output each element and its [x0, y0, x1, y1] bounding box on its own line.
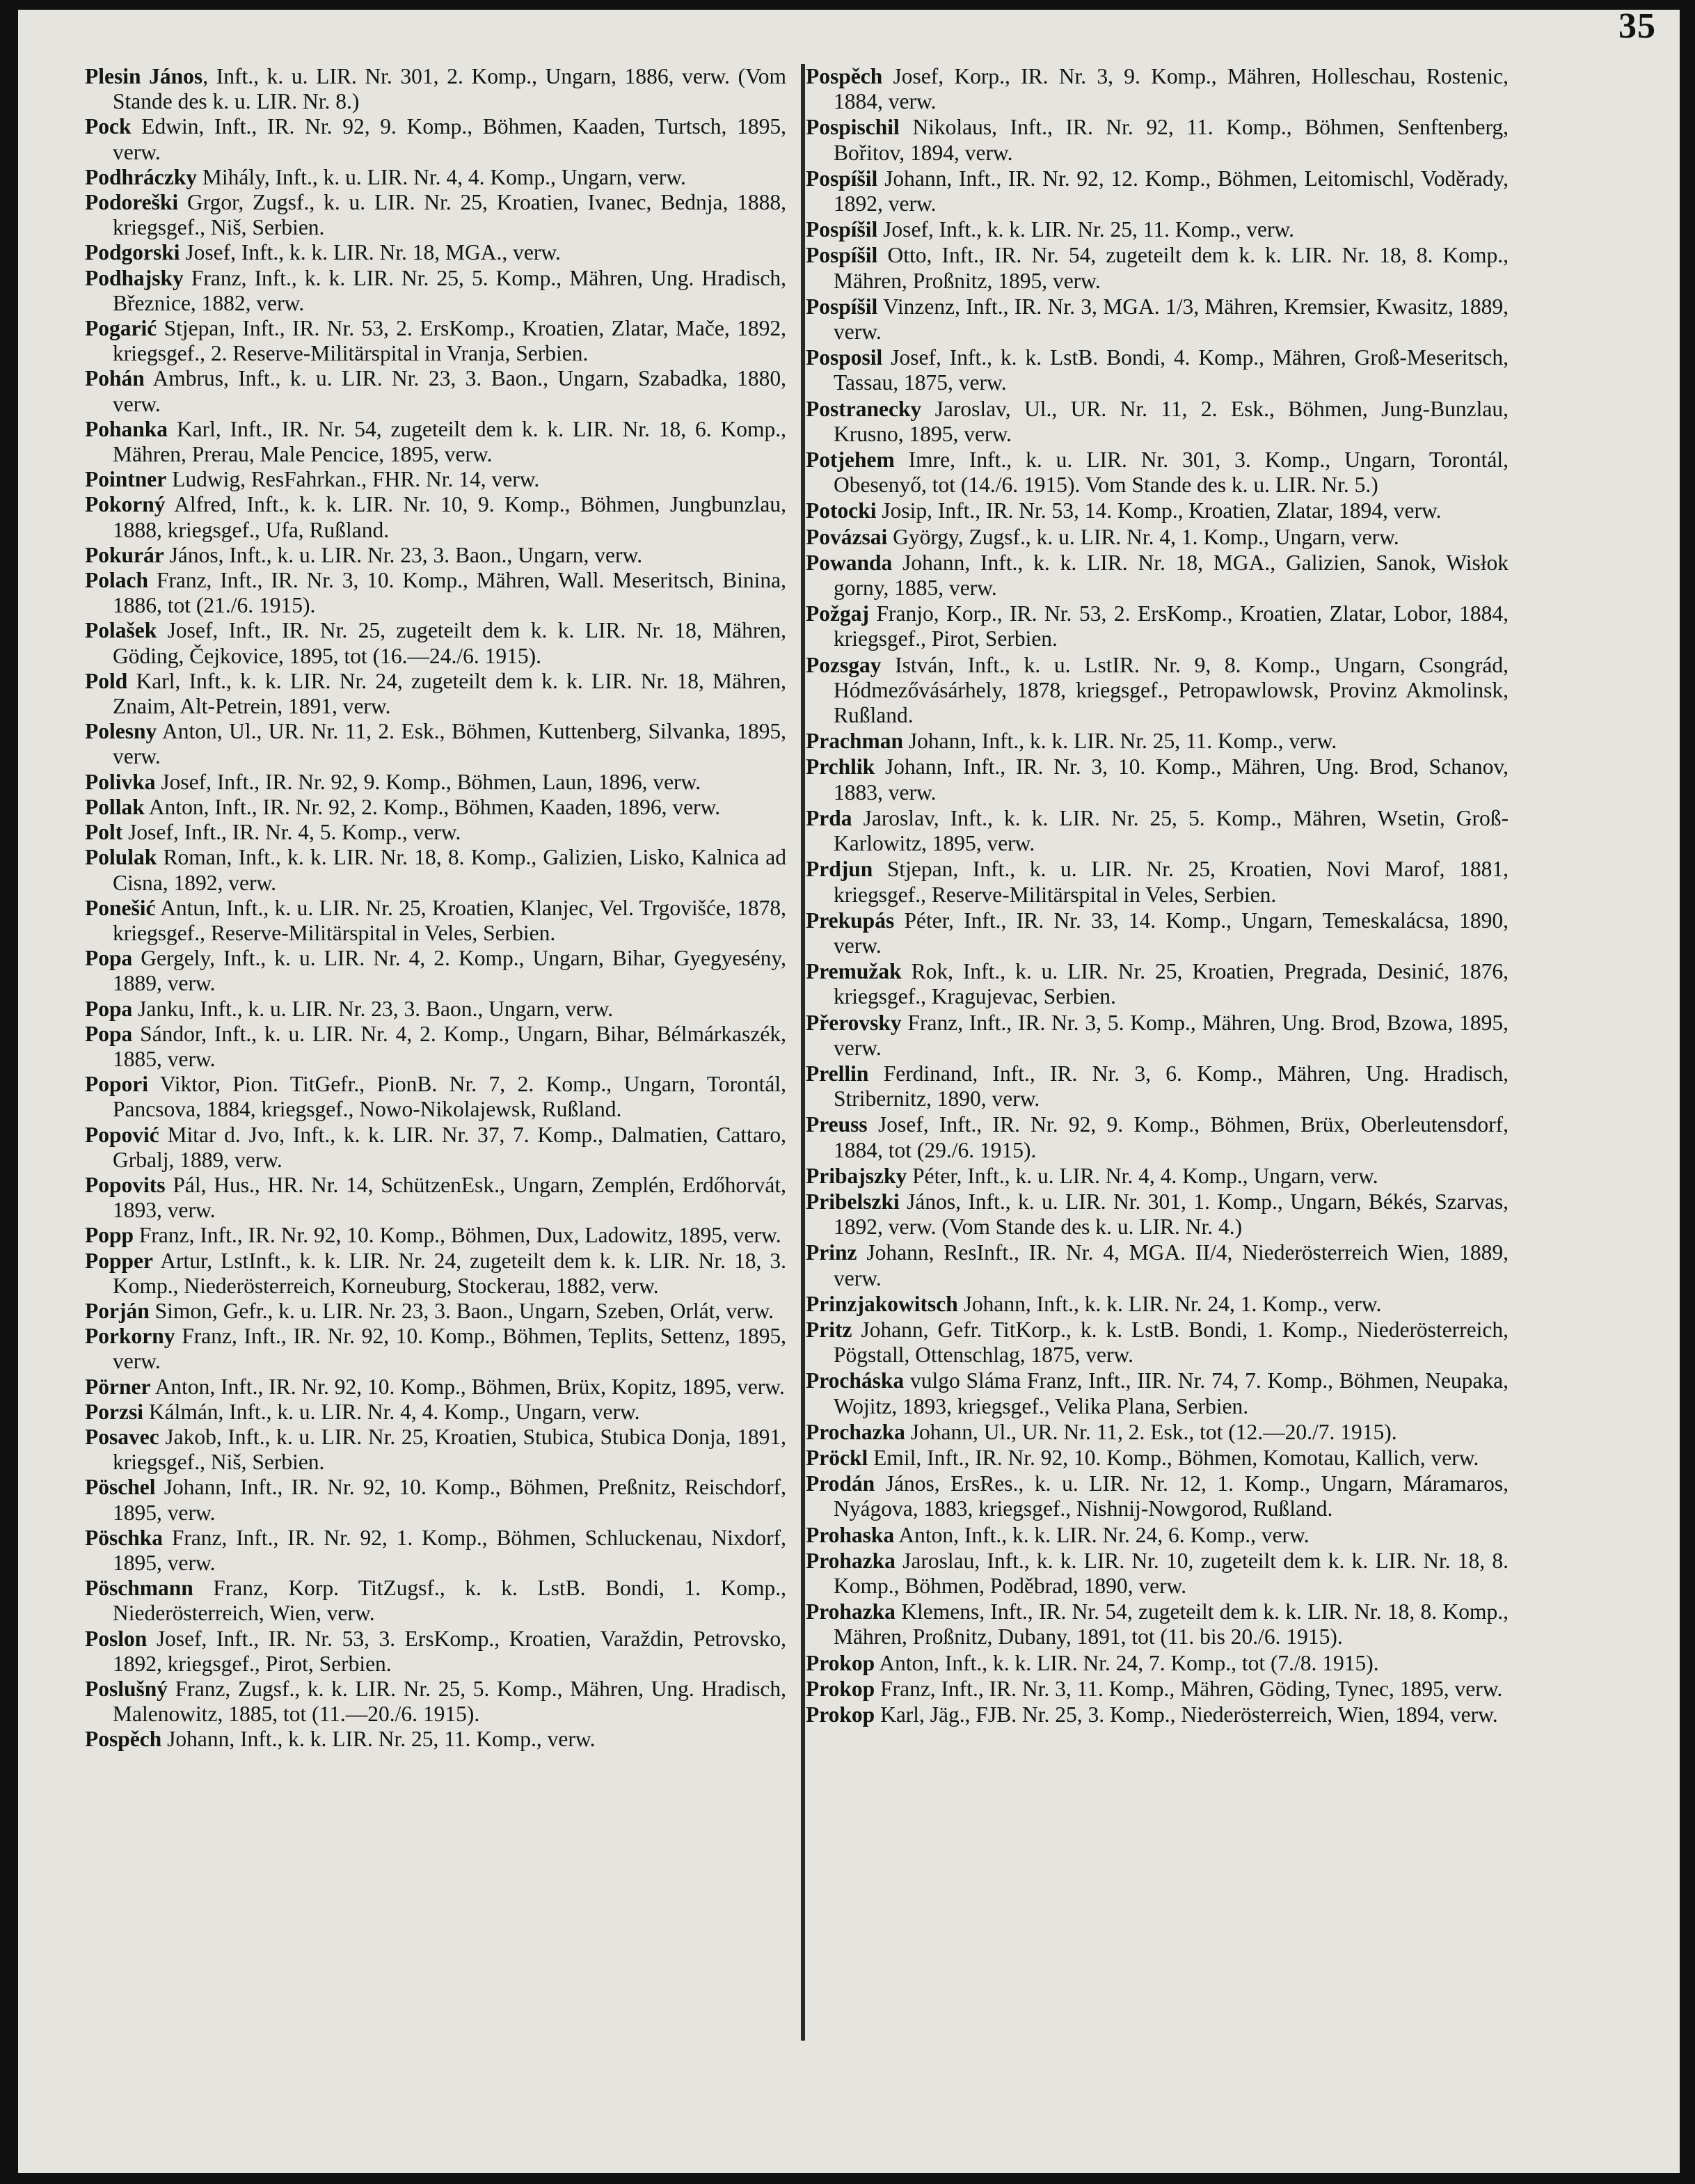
- entry-details: Josip, Inft., IR. Nr. 53, 14. Komp., Kroatien, Zlatar, 1894, verw.: [876, 498, 1442, 523]
- entry-details: Josef, Inft., k. k. LIR. Nr. 25, 11. Komp., verw.: [877, 217, 1295, 242]
- entry-surname: Poslon: [85, 1626, 148, 1651]
- entry-surname: Pribajszky: [806, 1163, 907, 1188]
- casualty-entry: [85, 618, 786, 668]
- casualty-entry: [806, 345, 1509, 395]
- casualty-entry: [85, 1526, 786, 1576]
- entry-surname: Prda: [806, 805, 852, 830]
- entry-details: Johann, Inft., k. k. LIR. Nr. 25, 11. Komp., verw.: [161, 1727, 596, 1752]
- entry-surname: Poslušný: [85, 1677, 168, 1701]
- entry-surname: Pröckl: [806, 1445, 868, 1470]
- casualty-entry: [806, 653, 1509, 729]
- entry-details: Johann, Inft., IR. Nr. 92, 10. Komp., Böhmen, Preßnitz, Reischdorf, 1895, verw.: [113, 1475, 786, 1525]
- casualty-entry: [806, 1446, 1509, 1471]
- casualty-entry: [85, 1123, 786, 1173]
- entry-surname: Procháska: [806, 1368, 905, 1393]
- entry-details: Rok, Inft., k. u. LIR. Nr. 25, Kroatien, Pregrada, Desinić, 1876, kriegsgef., Kragujevac, Serbien.: [834, 959, 1509, 1009]
- casualty-entry: [806, 1420, 1509, 1445]
- casualty-entry: [85, 997, 786, 1022]
- entry-details: Franz, Inft., IR. Nr. 3, 5. Komp., Mähren, Ung. Brod, Bzowa, 1895, verw.: [834, 1010, 1509, 1060]
- casualty-entry: [85, 1400, 786, 1425]
- entry-details: Franz, Inft., IR. Nr. 3, 11. Komp., Mähren, Göding, Tynec, 1895, verw.: [875, 1676, 1503, 1701]
- entry-surname: Prochazka: [806, 1419, 905, 1444]
- casualty-entry: [85, 492, 786, 542]
- entry-details: Alfred, Inft., k. k. LIR. Nr. 10, 9. Komp., Böhmen, Jungbunzlau, 1888, kriegsgef., Ufa, Rußland.: [113, 492, 786, 542]
- entry-details: Anton, Inft., k. k. LIR. Nr. 24, 6. Komp., verw.: [894, 1522, 1310, 1547]
- entry-surname: Porkorny: [85, 1324, 175, 1349]
- entry-details: Karl, Inft., k. k. LIR. Nr. 24, zugeteilt dem k. k. LIR. Nr. 18, Mähren, Znaim, Alt-Petrein, 1891, verw.: [113, 668, 786, 719]
- entry-details: Edwin, Inft., IR. Nr. 92, 9. Komp., Böhmen, Kaaden, Turtsch, 1895, verw.: [113, 114, 786, 164]
- casualty-entry: [85, 1375, 786, 1400]
- casualty-entry: [85, 1475, 786, 1525]
- entry-details: Gergely, Inft., k. u. LIR. Nr. 4, 2. Komp., Ungarn, Bihar, Gyegyesény, 1889, verw.: [113, 946, 786, 996]
- entry-surname: Preuss: [806, 1112, 868, 1137]
- entry-surname: Prokop: [806, 1650, 875, 1675]
- entry-details: Simon, Gefr., k. u. LIR. Nr. 23, 3. Baon., Ungarn, Szeben, Orlát, verw.: [149, 1298, 774, 1323]
- entry-details: Johann, ResInft., IR. Nr. 4, MGA. II/4, Niederösterreich Wien, 1889, verw.: [834, 1240, 1509, 1290]
- entry-surname: Pohanka: [85, 416, 168, 441]
- entry-surname: Prchlik: [806, 754, 875, 780]
- entry-surname: Premužak: [806, 959, 902, 984]
- casualty-entry: [806, 64, 1509, 114]
- casualty-entry: [85, 1072, 786, 1122]
- casualty-entry: [806, 1702, 1509, 1727]
- entry-surname: Popovits: [85, 1172, 166, 1197]
- entry-details: Karl, Jäg., FJB. Nr. 25, 3. Komp., Niederösterreich, Wien, 1894, verw.: [875, 1702, 1498, 1727]
- entry-surname: Pospíšil: [806, 166, 878, 191]
- entry-details: Péter, Inft., IR. Nr. 33, 14. Komp., Ungarn, Temeskalácsa, 1890, verw.: [834, 908, 1509, 958]
- casualty-entry: [806, 601, 1509, 651]
- casualty-entry: [85, 316, 786, 366]
- casualty-entry: [85, 1249, 786, 1299]
- casualty-entry: [806, 1368, 1509, 1418]
- casualty-entry: [806, 754, 1509, 805]
- casualty-entry: [85, 1223, 786, 1248]
- page-number: 35: [1618, 6, 1656, 46]
- entry-details: Artur, LstInft., k. k. LIR. Nr. 24, zugeteilt dem k. k. LIR. Nr. 18, 3. Komp., Niederösterreich, Korneuburg, Stockerau, 1882, verw.: [113, 1248, 786, 1298]
- entry-surname: Pospíšil: [806, 243, 878, 268]
- entry-details: Josef, Inft., k. k. LIR. Nr. 18, MGA., verw.: [180, 240, 561, 265]
- entry-details: János, Inft., k. u. LIR. Nr. 23, 3. Baon., Ungarn, verw.: [164, 542, 643, 567]
- entry-surname: Pospischil: [806, 115, 900, 140]
- entry-details: Franz, Inft., IR. Nr. 92, 1. Komp., Böhmen, Schluckenau, Nixdorf, 1895, verw.: [113, 1525, 786, 1575]
- entry-details: Grgor, Zugsf., k. u. LIR. Nr. 25, Kroatien, Ivanec, Bednja, 1888, kriegsgef., Niš, Serbien.: [113, 190, 786, 240]
- entry-surname: Pospěch: [85, 1727, 162, 1752]
- casualty-entry: [806, 498, 1509, 523]
- casualty-entry: [85, 467, 786, 492]
- entry-details: Roman, Inft., k. k. LIR. Nr. 18, 8. Komp., Galizien, Lisko, Kalnica ad Cisna, 1892, verw.: [113, 845, 786, 895]
- entry-surname: Prohaska: [806, 1522, 895, 1547]
- entry-details: Ludwig, ResFahrkan., FHR. Nr. 14, verw.: [166, 467, 540, 492]
- entry-details: Johann, Inft., k. k. LIR. Nr. 18, MGA., Galizien, Sanok, Wisłok gorny, 1885, verw.: [834, 550, 1509, 601]
- entry-surname: Potocki: [806, 498, 877, 523]
- entry-details: Anton, Ul., UR. Nr. 11, 2. Esk., Böhmen, Kuttenberg, Silvanka, 1895, verw.: [113, 719, 786, 769]
- entry-details: Antun, Inft., k. u. LIR. Nr. 25, Kroatien, Klanjec, Vel. Trgovišće, 1878, kriegsgef., Reserve-Militärspital in Veles, Serbien.: [113, 895, 786, 945]
- entry-details: Johann, Inft., IR. Nr. 3, 10. Komp., Mähren, Ung. Brod, Schanov, 1883, verw.: [834, 754, 1509, 805]
- casualty-entry: [85, 669, 786, 719]
- casualty-entry: [806, 806, 1509, 856]
- casualty-entry: [806, 1240, 1509, 1290]
- entry-surname: Popa: [85, 1021, 133, 1046]
- entry-surname: Pogarić: [85, 316, 157, 341]
- entry-details: Franz, Inft., k. k. LIR. Nr. 25, 5. Komp., Mähren, Ung. Hradisch, Březnice, 1882, verw.: [113, 265, 786, 315]
- entry-surname: Popp: [85, 1223, 134, 1248]
- casualty-entry: [85, 1425, 786, 1475]
- casualty-entry: [85, 1299, 786, 1324]
- entry-surname: Porzsi: [85, 1399, 143, 1424]
- casualty-entry: [806, 1677, 1509, 1702]
- entry-surname: Povázsai: [806, 524, 888, 549]
- right-column: [806, 64, 1509, 1728]
- casualty-entry: [85, 820, 786, 845]
- entry-details: Stjepan, Inft., k. u. LIR. Nr. 25, Kroatien, Novi Marof, 1881, kriegsgef., Reserve-Militärspital in Veles, Serbien.: [834, 857, 1509, 907]
- casualty-entry: [806, 397, 1509, 447]
- left-column: [85, 64, 786, 1752]
- casualty-entry: [806, 1471, 1509, 1521]
- casualty-entry: [85, 266, 786, 316]
- entry-details: Mihály, Inft., k. u. LIR. Nr. 4, 4. Komp., Ungarn, verw.: [197, 164, 686, 189]
- column-divider: [801, 64, 805, 2041]
- casualty-entry: [85, 114, 786, 164]
- entry-details: Johann, Inft., IR. Nr. 92, 12. Komp., Böhmen, Leitomischl, Voděrady, 1892, verw.: [834, 166, 1509, 216]
- casualty-entry: [806, 1549, 1509, 1599]
- entry-details: Klemens, Inft., IR. Nr. 54, zugeteilt dem k. k. LIR. Nr. 18, 8. Komp., Mähren, Proßnitz, Dubany, 1891, tot (11. bis 20./6. 1915).: [834, 1599, 1509, 1649]
- entry-surname: Postranecky: [806, 396, 922, 421]
- casualty-entry: [806, 1292, 1509, 1317]
- entry-surname: Podoreški: [85, 190, 179, 215]
- entry-details: Franjo, Korp., IR. Nr. 53, 2. ErsKomp., Kroatien, Zlatar, Lobor, 1884, kriegsgef., Pirot, Serbien.: [834, 601, 1509, 651]
- entry-details: Jaroslav, Ul., UR. Nr. 11, 2. Esk., Böhmen, Jung-Bunzlau, Krusno, 1895, verw.: [834, 396, 1509, 446]
- casualty-entry: [806, 217, 1509, 242]
- casualty-entry: [806, 243, 1509, 293]
- entry-details: István, Inft., k. u. LstIR. Nr. 9, 8. Komp., Ungarn, Csongrád, Hódmezővásárhely, 1878, kriegsgef., Petropawlowsk, Provinz Akmolinsk, Rußland.: [834, 652, 1509, 728]
- casualty-entry: [806, 908, 1509, 958]
- entry-details: Anton, Inft., IR. Nr. 92, 2. Komp., Böhmen, Kaaden, 1896, verw.: [144, 794, 721, 819]
- entry-details: János, Inft., k. u. LIR. Nr. 301, 1. Komp., Ungarn, Békés, Szarvas, 1892, verw. (Vom Stande des k. u. LIR. Nr. 4.): [834, 1189, 1509, 1240]
- casualty-entry: [806, 1189, 1509, 1240]
- scan-border-right: [1680, 0, 1695, 2184]
- casualty-entry: [806, 525, 1509, 550]
- entry-surname: Pock: [85, 114, 132, 139]
- casualty-entry: [806, 1599, 1509, 1649]
- entry-surname: Pritz: [806, 1317, 852, 1342]
- casualty-entry: [806, 1164, 1509, 1189]
- entry-details: Josef, Inft., IR. Nr. 92, 9. Komp., Böhmen, Laun, 1896, verw.: [155, 769, 701, 794]
- entry-details: Imre, Inft., k. u. LIR. Nr. 301, 3. Komp., Ungarn, Torontál, Obesenyő, tot (14./6. 1915). Vom Stande des k. u. LIR. Nr. 5.): [834, 448, 1509, 498]
- entry-surname: Pokorný: [85, 492, 166, 517]
- entry-surname: Popović: [85, 1122, 159, 1147]
- entry-details: Pál, Hus., HR. Nr. 14, SchützenEsk., Ungarn, Zemplén, Erdőhorvát, 1893, verw.: [113, 1172, 786, 1223]
- casualty-entry: [806, 115, 1509, 165]
- entry-surname: Prellin: [806, 1061, 869, 1086]
- entry-surname: Pospěch: [806, 64, 883, 88]
- entry-surname: Pospíšil: [806, 294, 878, 319]
- entry-details: Stjepan, Inft., IR. Nr. 53, 2. ErsKomp., Kroatien, Zlatar, Mače, 1892, kriegsgef., 2. Reserve-Militärspital in Vranja, Serbien.: [113, 316, 786, 366]
- casualty-entry: [806, 1061, 1509, 1111]
- casualty-entry: [85, 1022, 786, 1072]
- casualty-entry: [806, 448, 1509, 498]
- entry-details: Nikolaus, Inft., IR. Nr. 92, 11. Komp., Böhmen, Senftenberg, Bořitov, 1894, verw.: [834, 115, 1509, 165]
- casualty-entry: [85, 719, 786, 769]
- casualty-entry: [85, 543, 786, 568]
- casualty-entry: [85, 165, 786, 190]
- entry-details: Kálmán, Inft., k. u. LIR. Nr. 4, 4. Komp., Ungarn, verw.: [143, 1399, 640, 1424]
- entry-details: , Inft., k. u. LIR. Nr. 301, 2. Komp., Ungarn, 1886, verw. (Vom Stande des k. u. LIR. Nr. 8.): [113, 64, 787, 114]
- entry-details: Josef, Inft., k. k. LstB. Bondi, 4. Komp., Mähren, Groß-Meseritsch, Tassau, 1875, verw.: [834, 345, 1509, 395]
- casualty-entry: [806, 1112, 1509, 1162]
- entry-details: Johann, Gefr. TitKorp., k. k. LstB. Bondi, 1. Komp., Niederösterreich, Pögstall, Ottenschlag, 1875, verw.: [834, 1317, 1509, 1368]
- casualty-entry: [85, 1173, 786, 1223]
- entry-details: Franz, Inft., IR. Nr. 92, 10. Komp., Böhmen, Teplits, Settenz, 1895, verw.: [113, 1324, 786, 1374]
- entry-surname: Polašek: [85, 618, 157, 643]
- casualty-entry: [85, 1324, 786, 1374]
- entry-surname: Pöschka: [85, 1525, 164, 1550]
- entry-surname: Popper: [85, 1248, 153, 1273]
- entry-details: Franz, Korp. TitZugsf., k. k. LstB. Bondi, 1. Komp., Niederösterreich, Wien, verw.: [113, 1576, 786, 1626]
- casualty-entry: [806, 294, 1509, 345]
- entry-surname: Pörner: [85, 1374, 151, 1399]
- entry-surname: Popori: [85, 1072, 148, 1097]
- entry-surname: Pospíšil: [806, 217, 878, 242]
- scan-border-top: [0, 0, 1695, 10]
- casualty-entry: [85, 1677, 786, 1727]
- entry-surname: Požgaj: [806, 601, 869, 626]
- scan-border-left: [0, 0, 18, 2184]
- entry-surname: Prohazka: [806, 1548, 896, 1573]
- casualty-entry: [85, 1627, 786, 1677]
- entry-surname: Polesny: [85, 719, 157, 744]
- entry-surname: Prinz: [806, 1240, 857, 1265]
- entry-details: Ambrus, Inft., k. u. LIR. Nr. 23, 3. Baon., Ungarn, Szabadka, 1880, verw.: [113, 366, 786, 416]
- entry-surname: Prekupás: [806, 908, 895, 933]
- entry-surname: Pokurár: [85, 542, 164, 567]
- casualty-entry: [85, 1576, 786, 1626]
- entry-details: Josef, Inft., IR. Nr. 53, 3. ErsKomp., Kroatien, Varaždin, Petrovsko, 1892, kriegsgef., Pirot, Serbien.: [113, 1626, 786, 1676]
- entry-details: Franz, Inft., IR. Nr. 3, 10. Komp., Mähren, Wall. Meseritsch, Binina, 1886, tot (21./6. 1915).: [113, 568, 786, 618]
- entry-surname: Přerovsky: [806, 1010, 902, 1035]
- casualty-entry: [85, 240, 786, 265]
- entry-surname: Pohán: [85, 366, 145, 391]
- entry-surname: Plesin János: [85, 64, 203, 88]
- casualty-entry: [85, 770, 786, 795]
- entry-details: Johann, Inft., k. k. LIR. Nr. 24, 1. Komp., verw.: [957, 1291, 1382, 1316]
- entry-details: Otto, Inft., IR. Nr. 54, zugeteilt dem k. k. LIR. Nr. 18, 8. Komp., Mähren, Proßnitz, 1895, verw.: [834, 243, 1509, 293]
- casualty-entry: [806, 1651, 1509, 1676]
- entry-details: Franz, Zugsf., k. k. LIR. Nr. 25, 5. Komp., Mähren, Ung. Hradisch, Malenowitz, 1885, tot (11.—20./6. 1915).: [113, 1677, 786, 1727]
- entry-surname: Podhajsky: [85, 265, 184, 290]
- entry-surname: Popa: [85, 946, 133, 971]
- entry-details: Josef, Korp., IR. Nr. 3, 9. Komp., Mähren, Holleschau, Rostenic, 1884, verw.: [834, 64, 1509, 114]
- entry-surname: Posavec: [85, 1424, 159, 1449]
- entry-details: Sándor, Inft., k. u. LIR. Nr. 4, 2. Komp., Ungarn, Bihar, Bélmárkaszék, 1885, verw.: [113, 1021, 786, 1071]
- entry-surname: Polt: [85, 820, 123, 845]
- casualty-entry: [806, 1317, 1509, 1368]
- casualty-entry: [85, 795, 786, 820]
- entry-details: Viktor, Pion. TitGefr., PionB. Nr. 7, 2. Komp., Ungarn, Torontál, Pancsova, 1884, kriegsgef., Nowo-Nikolajewsk, Rußland.: [113, 1072, 786, 1122]
- entry-surname: Pöschmann: [85, 1576, 193, 1601]
- entry-details: Anton, Inft., IR. Nr. 92, 10. Komp., Böhmen, Brüx, Kopitz, 1895, verw.: [150, 1374, 785, 1399]
- casualty-entry: [85, 896, 786, 946]
- casualty-entry: [85, 845, 786, 895]
- entry-surname: Polulak: [85, 845, 157, 870]
- casualty-entry: [806, 1011, 1509, 1061]
- entry-surname: Prdjun: [806, 857, 873, 882]
- entry-surname: Podhráczky: [85, 164, 197, 189]
- entry-details: Johann, Ul., UR. Nr. 11, 2. Esk., tot (12.—20./7. 1915).: [905, 1419, 1397, 1444]
- casualty-entry: [85, 64, 786, 114]
- entry-details: Janku, Inft., k. u. LIR. Nr. 23, 3. Baon., Ungarn, verw.: [132, 996, 614, 1021]
- casualty-entry: [85, 190, 786, 240]
- entry-surname: Posposil: [806, 345, 883, 370]
- entry-details: Josef, Inft., IR. Nr. 4, 5. Komp., verw.: [122, 820, 461, 845]
- entry-surname: Pozsgay: [806, 652, 882, 677]
- entry-surname: Polivka: [85, 769, 156, 794]
- entry-details: Karl, Inft., IR. Nr. 54, zugeteilt dem k. k. LIR. Nr. 18, 6. Komp., Mähren, Prerau, Male Pencice, 1895, verw.: [113, 416, 786, 467]
- casualty-entry: [85, 366, 786, 416]
- casualty-entry: [806, 959, 1509, 1009]
- entry-surname: Popa: [85, 996, 133, 1021]
- entry-surname: Pöschel: [85, 1475, 156, 1500]
- entry-surname: Prokop: [806, 1702, 875, 1727]
- entry-details: Mitar d. Jvo, Inft., k. k. LIR. Nr. 37, 7. Komp., Dalmatien, Cattaro, Grbalj, 1889, verw.: [113, 1122, 786, 1172]
- entry-surname: Prokop: [806, 1676, 875, 1701]
- entry-details: Jaroslau, Inft., k. k. LIR. Nr. 10, zugeteilt dem k. k. LIR. Nr. 18, 8. Komp., Böhmen, Poděbrad, 1890, verw.: [834, 1548, 1509, 1598]
- entry-details: Emil, Inft., IR. Nr. 92, 10. Komp., Böhmen, Komotau, Kallich, verw.: [868, 1445, 1479, 1470]
- entry-surname: Prodán: [806, 1471, 875, 1496]
- entry-details: János, ErsRes., k. u. LIR. Nr. 12, 1. Komp., Ungarn, Máramaros, Nyágova, 1883, kriegsgef., Nishnij-Nowgorod, Rußland.: [834, 1471, 1509, 1521]
- casualty-entry: [85, 946, 786, 996]
- casualty-entry: [85, 417, 786, 467]
- casualty-entry: [806, 1523, 1509, 1548]
- entry-surname: Polach: [85, 568, 148, 593]
- casualty-entry: [806, 166, 1509, 216]
- entry-surname: Pointner: [85, 467, 167, 492]
- entry-surname: Podgorski: [85, 240, 180, 265]
- entry-details: Péter, Inft., k. u. LIR. Nr. 4, 4. Komp., Ungarn, verw.: [907, 1163, 1378, 1188]
- entry-surname: Ponešić: [85, 895, 156, 920]
- entry-surname: Prohazka: [806, 1599, 896, 1624]
- entry-details: Vinzenz, Inft., IR. Nr. 3, MGA. 1/3, Mähren, Kremsier, Kwasitz, 1889, verw.: [834, 294, 1509, 345]
- casualty-entry: [85, 1727, 786, 1752]
- entry-surname: Pollak: [85, 794, 145, 819]
- entry-details: Jaroslav, Inft., k. k. LIR. Nr. 25, 5. Komp., Mähren, Wsetin, Groß-Karlowitz, 1895, verw.: [834, 805, 1509, 856]
- entry-details: Jakob, Inft., k. u. LIR. Nr. 25, Kroatien, Stubica, Stubica Donja, 1891, kriegsgef., Niš, Serbien.: [113, 1424, 786, 1475]
- casualty-entry: [806, 729, 1509, 754]
- entry-details: Ferdinand, Inft., IR. Nr. 3, 6. Komp., Mähren, Ung. Hradisch, Stribernitz, 1890, verw.: [834, 1061, 1509, 1111]
- entry-details: Franz, Inft., IR. Nr. 92, 10. Komp., Böhmen, Dux, Ladowitz, 1895, verw.: [134, 1223, 781, 1248]
- casualty-entry: [806, 551, 1509, 601]
- entry-surname: Powanda: [806, 550, 893, 575]
- entry-details: Johann, Inft., k. k. LIR. Nr. 25, 11. Komp., verw.: [902, 729, 1337, 754]
- entry-surname: Potjehem: [806, 448, 895, 473]
- entry-details: Josef, Inft., IR. Nr. 25, zugeteilt dem k. k. LIR. Nr. 18, Mähren, Göding, Čejkovice, 1895, tot (16.—24./6. 1915).: [113, 618, 786, 668]
- scan-border-bottom: [0, 2173, 1695, 2184]
- entry-details: Anton, Inft., k. k. LIR. Nr. 24, 7. Komp., tot (7./8. 1915).: [875, 1650, 1379, 1675]
- casualty-entry: [806, 857, 1509, 907]
- entry-surname: Pribelszki: [806, 1189, 900, 1214]
- entry-details: Josef, Inft., IR. Nr. 92, 9. Komp., Böhmen, Brüx, Oberleutensdorf, 1884, tot (29./6. 1915).: [834, 1112, 1509, 1162]
- entry-surname: Prinzjakowitsch: [806, 1291, 958, 1316]
- entry-details: vulgo Sláma Franz, Inft., IIR. Nr. 74, 7. Komp., Böhmen, Neupaka, Wojitz, 1893, kriegsgef., Velika Plana, Serbien.: [834, 1368, 1509, 1418]
- entry-surname: Prachman: [806, 729, 903, 754]
- entry-surname: Porján: [85, 1298, 150, 1323]
- entry-details: György, Zugsf., k. u. LIR. Nr. 4, 1. Komp., Ungarn, verw.: [887, 524, 1399, 549]
- casualty-entry: [85, 568, 786, 618]
- entry-surname: Pold: [85, 668, 128, 693]
